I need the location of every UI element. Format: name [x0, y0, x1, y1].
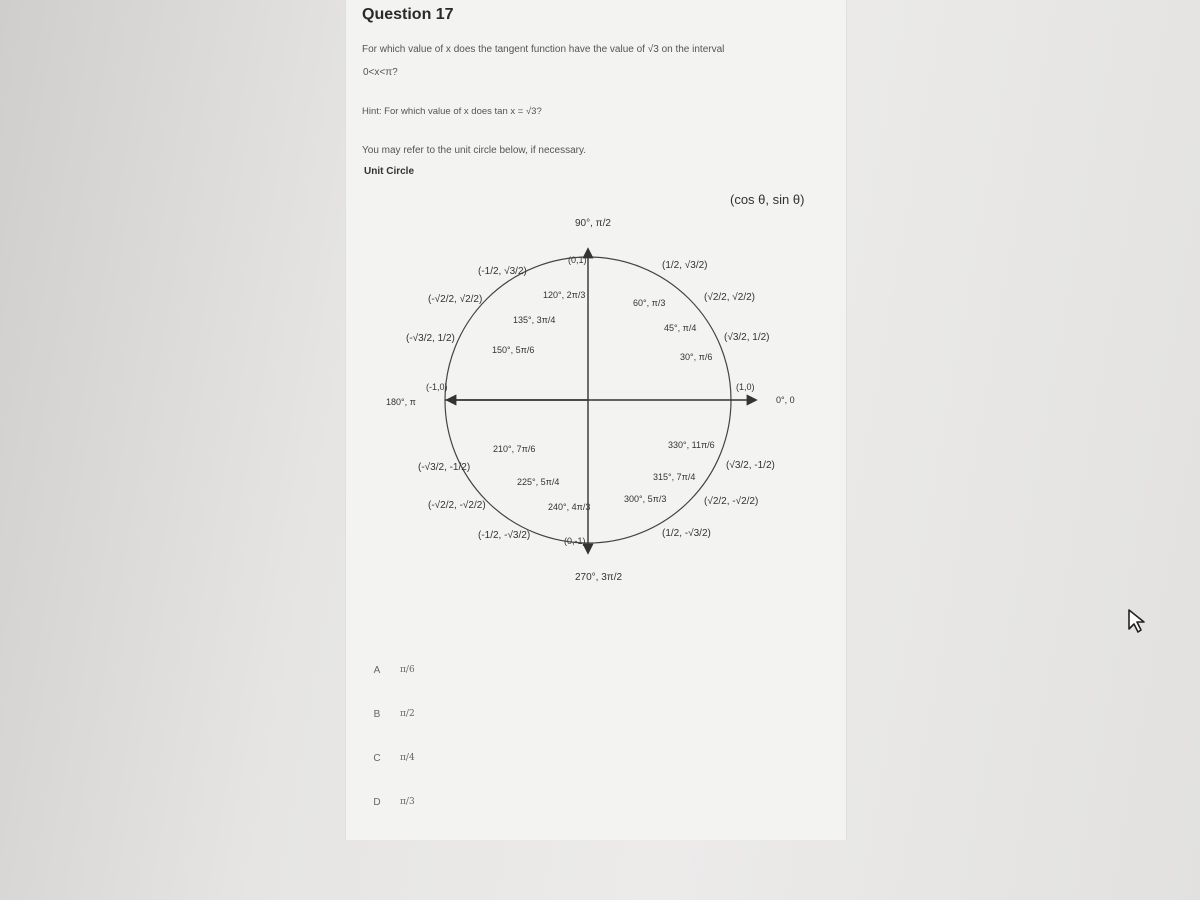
point-top: (0,1): [568, 255, 587, 265]
coord-q1-mid: (√2/2, √2/2): [704, 292, 755, 303]
point-bottom: (0,-1): [564, 536, 586, 546]
point-right: (1,0): [736, 382, 755, 392]
angle-90: 90°, π/2: [575, 218, 611, 229]
coord-q4-mid: (√2/2, -√2/2): [704, 496, 759, 507]
option-b-letter: B: [373, 708, 381, 720]
angle-300: 300°, 5π/3: [624, 494, 667, 504]
option-d[interactable]: [362, 780, 842, 824]
angle-210: 210°, 7π/6: [493, 444, 536, 454]
option-a-letter: A: [373, 664, 381, 676]
option-a[interactable]: [362, 648, 842, 692]
coord-q1-low: (√3/2, 1/2): [724, 332, 770, 343]
coord-q2-mid: (-√2/2, √2/2): [428, 294, 483, 305]
angle-315: 315°, 7π/4: [653, 472, 696, 482]
coord-q1-top: (1/2, √3/2): [662, 260, 708, 271]
angle-150: 150°, 5π/6: [492, 345, 535, 355]
option-b[interactable]: [362, 692, 842, 736]
angle-225: 225°, 5π/4: [517, 477, 560, 487]
angle-135: 135°, 3π/4: [513, 315, 556, 325]
option-b-value: π/2: [400, 709, 415, 719]
coord-q3-top: (-√3/2, -1/2): [418, 462, 471, 473]
coord-q2-low: (-√3/2, 1/2): [406, 333, 455, 344]
option-a-value: π/6: [400, 665, 415, 675]
hint-text: Hint: For which value of x does tan x = √3?: [362, 106, 542, 117]
angle-180: 180°, π: [386, 397, 416, 407]
circle-caption: (cos θ, sin θ): [730, 192, 805, 207]
unit-circle-svg: [370, 190, 840, 600]
question-text: For which value of x does the tangent function have the value of √3 on the interval: [362, 44, 725, 55]
unit-circle-label: Unit Circle: [364, 166, 415, 177]
unit-circle-figure: [370, 190, 840, 600]
angle-330: 330°, 11π/6: [668, 440, 715, 450]
option-c-value: π/4: [400, 753, 415, 763]
option-d-value: π/3: [400, 797, 415, 807]
option-d-letter: D: [373, 796, 381, 808]
option-c[interactable]: [362, 736, 842, 780]
question-title: Question 17: [362, 6, 454, 23]
option-c-letter: C: [373, 752, 381, 764]
point-left: (-1,0): [426, 382, 448, 392]
refer-text: You may refer to the unit circle below, if necessary.: [362, 145, 586, 156]
mouse-pointer-icon: [1127, 607, 1149, 638]
question-interval: 0<x<π?: [363, 67, 398, 78]
angle-240: 240°, 4π/3: [548, 502, 591, 512]
coord-q3-low: (-1/2, -√3/2): [478, 530, 531, 541]
angle-120: 120°, 2π/3: [543, 290, 586, 300]
angle-0: 0°, 0: [776, 395, 795, 405]
angle-270: 270°, 3π/2: [575, 572, 623, 583]
coord-q2-top: (-1/2, √3/2): [478, 266, 527, 277]
angle-60: 60°, π/3: [633, 298, 666, 308]
angle-30: 30°, π/6: [680, 352, 713, 362]
coord-q4-top: (√3/2, -1/2): [726, 460, 775, 471]
coord-q3-mid: (-√2/2, -√2/2): [428, 500, 486, 511]
angle-45: 45°, π/4: [664, 323, 697, 333]
coord-q4-low: (1/2, -√3/2): [662, 528, 711, 539]
